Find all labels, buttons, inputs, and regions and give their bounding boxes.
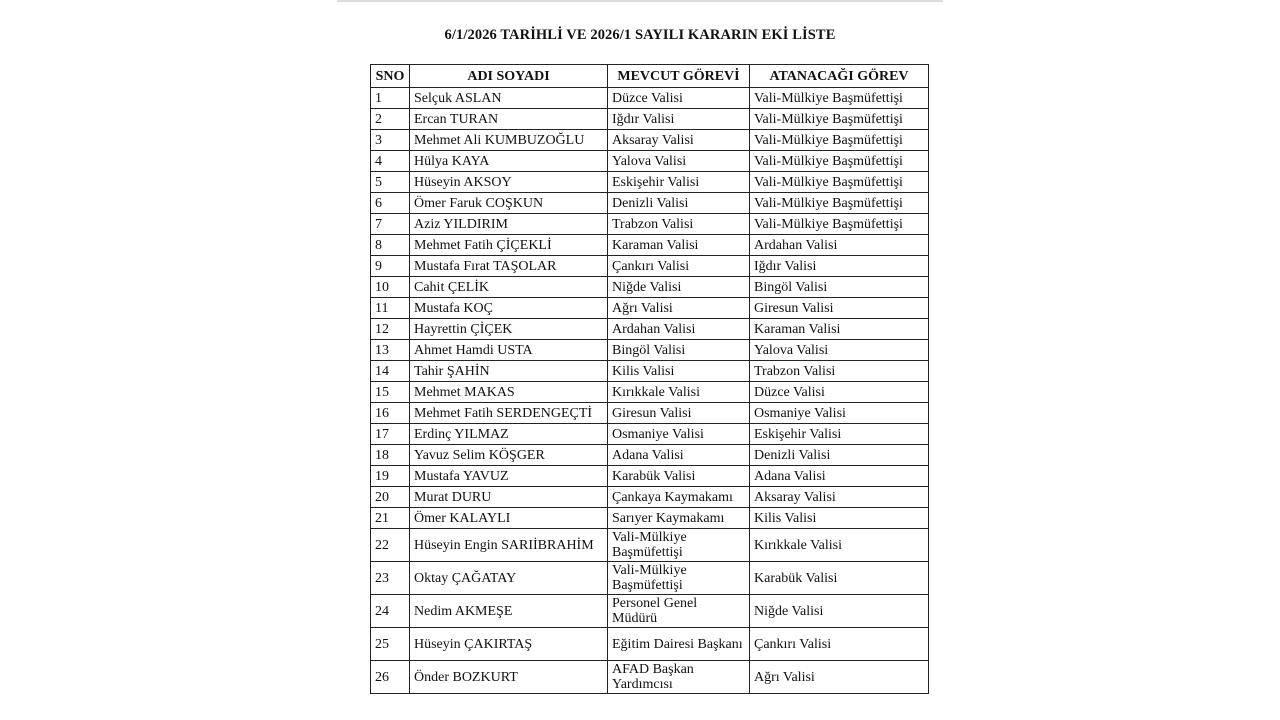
cell-current-duty: Vali-Mülkiye Başmüfettişi [608,562,750,595]
cell-sno: 14 [371,361,410,382]
cell-current-duty: Giresun Valisi [608,403,750,424]
cell-assigned-duty: Karabük Valisi [750,562,929,595]
table-row [371,382,929,403]
cell-current-duty: Yalova Valisi [608,151,750,172]
table-row [371,487,929,508]
cell-name: Önder BOZKURT [410,661,608,694]
cell-current-duty: Eskişehir Valisi [608,172,750,193]
cell-name: Ercan TURAN [410,109,608,130]
cell-assigned-duty: Vali-Mülkiye Başmüfettişi [750,88,929,109]
header-current-duty: MEVCUT GÖREVİ [608,65,750,88]
cell-sno: 4 [371,151,410,172]
cell-current-duty: Niğde Valisi [608,277,750,298]
cell-assigned-duty: Vali-Mülkiye Başmüfettişi [750,109,929,130]
cell-name: Tahir ŞAHİN [410,361,608,382]
cell-current-duty: Sarıyer Kaymakamı [608,508,750,529]
cell-name: Cahit ÇELİK [410,277,608,298]
cell-name: Selçuk ASLAN [410,88,608,109]
table-row [371,529,929,562]
cell-current-duty: Aksaray Valisi [608,130,750,151]
cell-name: Mehmet Ali KUMBUZOĞLU [410,130,608,151]
cell-assigned-duty: Niğde Valisi [750,595,929,628]
cell-assigned-duty: Adana Valisi [750,466,929,487]
cell-name: Mehmet Fatih SERDENGEÇTİ [410,403,608,424]
table-header-row [371,65,929,88]
cell-sno: 23 [371,562,410,595]
cell-current-duty: Trabzon Valisi [608,214,750,235]
cell-assigned-duty: Yalova Valisi [750,340,929,361]
cell-current-duty: Kırıkkale Valisi [608,382,750,403]
page-top-edge [337,0,943,2]
table-row [371,595,929,628]
cell-assigned-duty: Vali-Mülkiye Başmüfettişi [750,172,929,193]
cell-sno: 19 [371,466,410,487]
cell-sno: 10 [371,277,410,298]
cell-sno: 25 [371,628,410,661]
cell-name: Ömer KALAYLI [410,508,608,529]
cell-sno: 1 [371,88,410,109]
cell-assigned-duty: Ağrı Valisi [750,661,929,694]
cell-current-duty: Çankaya Kaymakamı [608,487,750,508]
cell-name: Hüseyin Engin SARIİBRAHİM [410,529,608,562]
cell-current-duty: Karabük Valisi [608,466,750,487]
cell-current-duty: Bingöl Valisi [608,340,750,361]
table-row [371,130,929,151]
cell-sno: 18 [371,445,410,466]
table-row [371,109,929,130]
cell-sno: 12 [371,319,410,340]
cell-assigned-duty: Iğdır Valisi [750,256,929,277]
cell-assigned-duty: Trabzon Valisi [750,361,929,382]
document-title: 6/1/2026 TARİHLİ VE 2026/1 SAYILI KARARIN EKİ LİSTE [444,27,836,43]
cell-name: Hüseyin ÇAKIRTAŞ [410,628,608,661]
cell-name: Mehmet MAKAS [410,382,608,403]
table-row [371,466,929,487]
cell-current-duty: Eğitim Dairesi Başkanı [608,628,750,661]
cell-assigned-duty: Eskişehir Valisi [750,424,929,445]
cell-assigned-duty: Ardahan Valisi [750,235,929,256]
cell-current-duty: Ağrı Valisi [608,298,750,319]
cell-name: Hülya KAYA [410,151,608,172]
cell-current-duty: Iğdır Valisi [608,109,750,130]
cell-sno: 11 [371,298,410,319]
table-row [371,235,929,256]
table-row [371,562,929,595]
cell-name: Mustafa KOÇ [410,298,608,319]
table-row [371,256,929,277]
table-row [371,340,929,361]
cell-name: Hüseyin AKSOY [410,172,608,193]
cell-name: Ömer Faruk COŞKUN [410,193,608,214]
cell-name: Mehmet Fatih ÇİÇEKLİ [410,235,608,256]
cell-current-duty: AFAD Başkan Yardımcısı [608,661,750,694]
document-page [337,0,943,720]
cell-sno: 22 [371,529,410,562]
table-row [371,214,929,235]
cell-assigned-duty: Vali-Mülkiye Başmüfettişi [750,130,929,151]
cell-name: Erdinç YILMAZ [410,424,608,445]
cell-name: Ahmet Hamdi USTA [410,340,608,361]
cell-assigned-duty: Bingöl Valisi [750,277,929,298]
table-row [371,403,929,424]
table-row [371,661,929,694]
cell-assigned-duty: Çankırı Valisi [750,628,929,661]
cell-name: Nedim AKMEŞE [410,595,608,628]
cell-name: Mustafa Fırat TAŞOLAR [410,256,608,277]
cell-current-duty: Vali-Mülkiye Başmüfettişi [608,529,750,562]
table-row [371,361,929,382]
cell-assigned-duty: Denizli Valisi [750,445,929,466]
cell-name: Mustafa YAVUZ [410,466,608,487]
cell-assigned-duty: Giresun Valisi [750,298,929,319]
cell-sno: 17 [371,424,410,445]
cell-assigned-duty: Kilis Valisi [750,508,929,529]
table-row [371,88,929,109]
cell-assigned-duty: Osmaniye Valisi [750,403,929,424]
cell-sno: 9 [371,256,410,277]
cell-current-duty: Denizli Valisi [608,193,750,214]
cell-current-duty: Ardahan Valisi [608,319,750,340]
table-row [371,508,929,529]
cell-sno: 6 [371,193,410,214]
cell-current-duty: Kilis Valisi [608,361,750,382]
cell-assigned-duty: Kırıkkale Valisi [750,529,929,562]
cell-name: Aziz YILDIRIM [410,214,608,235]
table-row [371,172,929,193]
cell-sno: 2 [371,109,410,130]
cell-current-duty: Düzce Valisi [608,88,750,109]
cell-sno: 20 [371,487,410,508]
cell-sno: 7 [371,214,410,235]
cell-assigned-duty: Vali-Mülkiye Başmüfettişi [750,214,929,235]
header-sno: SNO [371,65,410,88]
cell-sno: 21 [371,508,410,529]
cell-name: Yavuz Selim KÖŞGER [410,445,608,466]
table-row [371,424,929,445]
cell-current-duty: Adana Valisi [608,445,750,466]
cell-current-duty: Osmaniye Valisi [608,424,750,445]
table-row [371,277,929,298]
table-row [371,298,929,319]
table-row [371,628,929,661]
cell-assigned-duty: Vali-Mülkiye Başmüfettişi [750,193,929,214]
cell-sno: 13 [371,340,410,361]
appointment-table [370,64,929,694]
cell-assigned-duty: Düzce Valisi [750,382,929,403]
cell-sno: 3 [371,130,410,151]
cell-current-duty: Çankırı Valisi [608,256,750,277]
cell-name: Hayrettin ÇİÇEK [410,319,608,340]
cell-sno: 26 [371,661,410,694]
cell-current-duty: Personel Genel Müdürü [608,595,750,628]
header-assigned-duty: ATANACAĞI GÖREV [750,65,929,88]
cell-current-duty: Karaman Valisi [608,235,750,256]
cell-sno: 24 [371,595,410,628]
cell-sno: 15 [371,382,410,403]
cell-name: Murat DURU [410,487,608,508]
cell-assigned-duty: Karaman Valisi [750,319,929,340]
table-row [371,445,929,466]
cell-sno: 5 [371,172,410,193]
cell-assigned-duty: Aksaray Valisi [750,487,929,508]
cell-sno: 16 [371,403,410,424]
cell-sno: 8 [371,235,410,256]
table-row [371,193,929,214]
table-row [371,151,929,172]
cell-name: Oktay ÇAĞATAY [410,562,608,595]
header-name: ADI SOYADI [410,65,608,88]
table-row [371,319,929,340]
cell-assigned-duty: Vali-Mülkiye Başmüfettişi [750,151,929,172]
